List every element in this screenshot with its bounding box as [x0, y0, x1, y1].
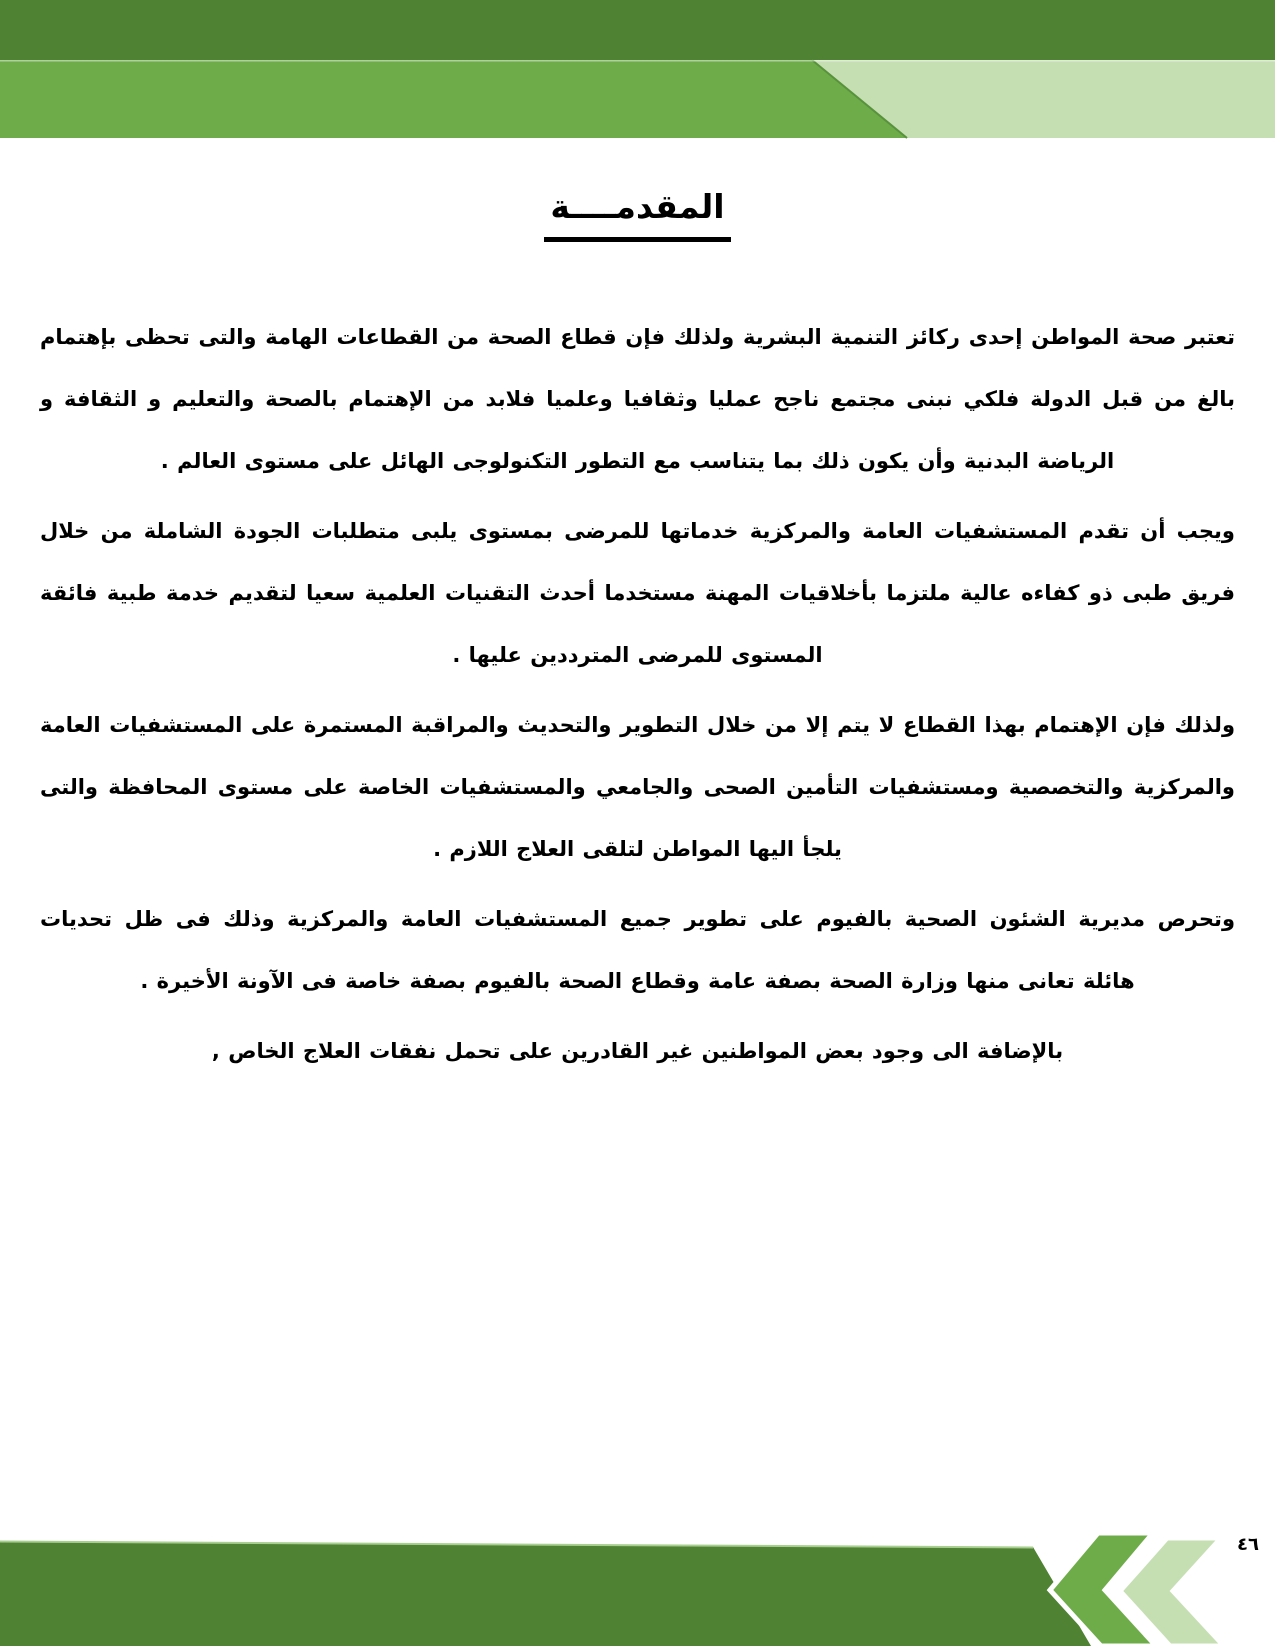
header-banner-graphic	[0, 0, 1275, 140]
intro-paragraph-3: ولذلك فإن الإهتمام بهذا القطاع لا يتم إلا من خلال التطوير والتحديث والمراقبة المستمرة على المستشفيات العامة والمركزية والتخصصية ومستشفيات التأمين الصحى والجامعي والمستشفيات الخاصة على مستوى المحافظة والتى يلجأ اليها المواطن لتلقى العلاج اللازم .	[40, 713, 1235, 862]
document-body	[0, 140, 1275, 1090]
header-banner	[0, 0, 1275, 140]
intro-paragraph-4: وتحرص مديرية الشئون الصحية بالفيوم على تطوير جميع المستشفيات العامة والمركزية وذلك فى ظل تحديات هائلة تعانى منها وزارة الصحة بصفة عامة وقطاع الصحة بالفيوم بصفة خاصة فى الآونة الأخيرة .	[40, 907, 1235, 994]
footer-banner-graphic	[0, 1520, 1275, 1650]
page-title: المقدمــــة	[544, 186, 730, 242]
footer-banner	[0, 1520, 1275, 1650]
header-green-band	[0, 60, 907, 138]
page-number: ٤٦	[1237, 1534, 1259, 1555]
intro-paragraph-5: بالإضافة الى وجود بعض المواطنين غير القادرين على تحمل نفقات العلاج الخاص ,	[211, 1039, 1064, 1064]
footer-dark-band	[0, 1541, 1091, 1646]
intro-paragraph-1: تعتبر صحة المواطن إحدى ركائز التنمية البشرية ولذلك فإن قطاع الصحة من القطاعات الهامة والتى تحظى بإهتمام بالغ من قبل الدولة فلكي نبنى مجتمع ناجح عمليا وثقافيا وعلميا فلابد من الإهتمام بالصحة والتعليم و الثقافة و الرياضة البدنية وأن يكون ذلك بما يتناسب مع التطور التكنولوجى الهائل على مستوى العالم .	[40, 325, 1235, 474]
intro-paragraph-2: ويجب أن تقدم المستشفيات العامة والمركزية خدماتها للمرضى بمستوى يلبى متطلبات الجودة الشاملة من خلال فريق طبى ذو كفاءه عالية ملتزما بأخلاقيات المهنة مستخدما أحدث التقنيات العلمية سعيا لتقديم خدمة طبية فائقة المستوى للمرضى المترددين عليها .	[40, 519, 1235, 668]
header-dark-band	[0, 0, 1275, 60]
page-title-heading	[40, 186, 1235, 242]
introduction-section	[40, 306, 1235, 1082]
